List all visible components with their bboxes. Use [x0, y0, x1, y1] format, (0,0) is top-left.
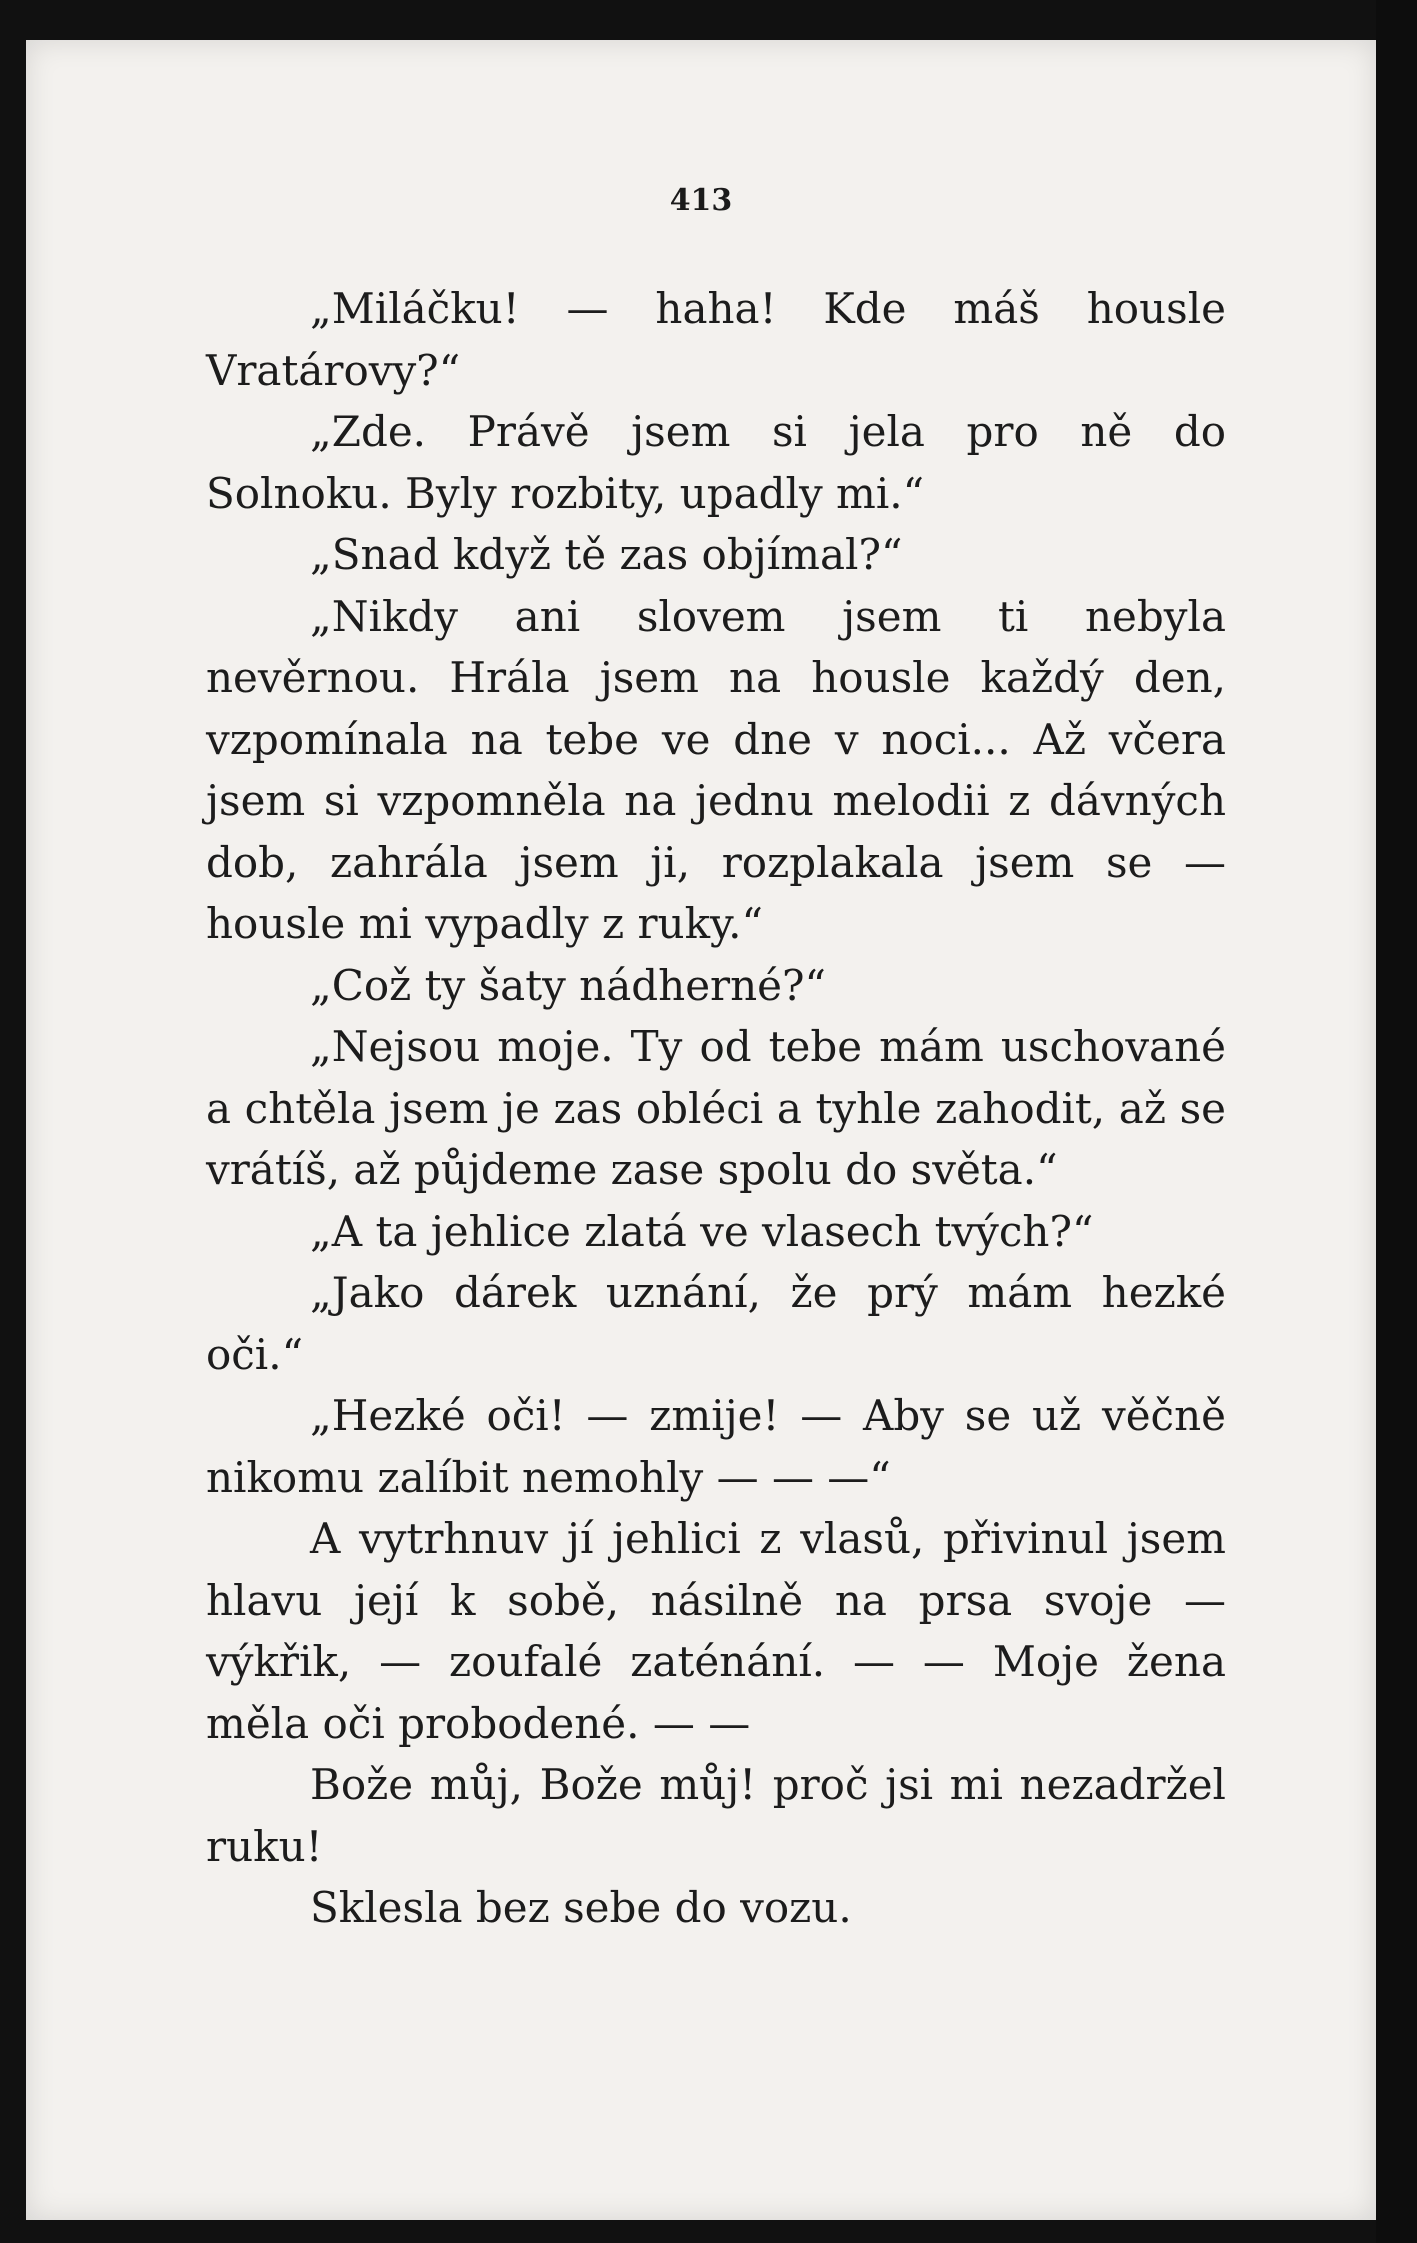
- paragraph: Bože můj, Bože můj! proč jsi mi nezadržel ruku!: [206, 1760, 1226, 1871]
- paragraph: „Snad když tě zas objímal?“: [310, 530, 903, 579]
- paragraph: „Nikdy ani slovem jsem ti nebyla nevěrnou. Hrála jsem na housle každý den, vzpomínala na tebe ve dne v noci... Až včera jsem si vzpomněla na jednu melodii z dávných dob, zahrála jsem ji, rozplakala jsem se — housle mi vypadly z ruky.“: [206, 591, 1226, 948]
- scan-edge: [1376, 0, 1417, 2243]
- paragraph: „Jako dárek uznání, že prý mám hezké oči.“: [206, 1268, 1226, 1379]
- page-body-text: [206, 278, 1226, 1939]
- page-number: 413: [669, 183, 733, 218]
- paragraph: „Zde. Právě jsem si jela pro ně do Solnoku. Byly rozbity, upadly mi.“: [206, 407, 1226, 518]
- paragraph: „Což ty šaty nádherné?“: [310, 960, 827, 1010]
- paragraph: A vytrhnuv jí jehlici z vlasů, přivinul jsem hlavu její k sobě, násilně na prsa svoje — výkřik, — zoufalé zaténání. — — Moje žena měla oči probodené. — —: [206, 1514, 1226, 1748]
- paragraph: „Miláčku! — haha! Kde máš housle Vratárovy?“: [206, 284, 1226, 395]
- paragraph: Sklesla bez sebe do vozu.: [310, 1883, 852, 1932]
- paragraph: „Hezké oči! — zmije! — Aby se už věčně nikomu zalíbit nemohly — — —“: [206, 1391, 1226, 1502]
- paragraph: „Nejsou moje. Ty od tebe mám uschované a chtěla jsem je zas obléci a tyhle zahodit, až se vrátíš, až půjdeme zase spolu do světa.“: [206, 1022, 1226, 1194]
- paragraph: „A ta jehlice zlatá ve vlasech tvých?“: [310, 1206, 1094, 1256]
- book-page: [26, 40, 1376, 2220]
